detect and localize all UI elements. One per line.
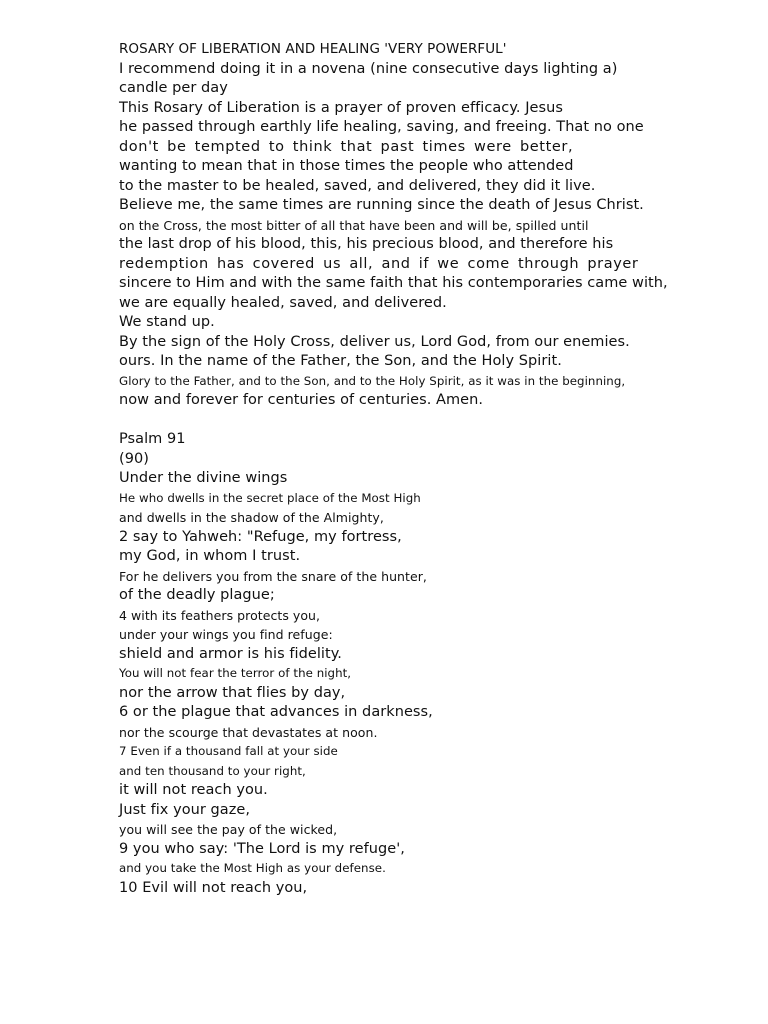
document-text — [119, 40, 719, 898]
psalm-line: 10 Evil will not reach you, — [119, 879, 308, 896]
text-line: the last drop of his blood, this, his precious blood, and therefore his — [119, 236, 614, 252]
psalm-line: You will not fear the terror of the night, — [119, 666, 352, 680]
psalm-line: 4 with its feathers protects you, — [119, 607, 321, 623]
psalm-line: 6 or the plague that advances in darkness, — [119, 704, 433, 720]
text-line: on the Cross, the most bitter of all that have been and will be, spilled until — [119, 217, 589, 233]
text-line: This Rosary of Liberation is a prayer of proven efficacy. Jesus — [119, 99, 563, 116]
text-line: now and forever for centuries of centuries. Amen. — [119, 392, 484, 408]
text-line: By the sign of the Holy Cross, deliver us, Lord God, from our enemies. — [119, 333, 630, 350]
text-line: Glory to the Father, and to the Son, and to the Holy Spirit, as it was in the beginning, — [119, 373, 626, 388]
psalm-title: Psalm 91 — [119, 431, 186, 447]
psalm-line: under your wings you find refuge: — [119, 627, 333, 642]
text-line: candle per day — [119, 80, 228, 96]
psalm-line: and you take the Most High as your defense. — [119, 861, 386, 875]
text-line: Believe me, the same times are running since the death of Jesus Christ. — [119, 197, 644, 213]
psalm-line: and dwells in the shadow of the Almighty, — [119, 510, 384, 525]
psalm-line: 7 Even if a thousand fall at your side — [119, 744, 338, 758]
psalm-line: of the deadly plague; — [119, 587, 275, 603]
document-title: ROSARY OF LIBERATION AND HEALING 'VERY POWERFUL' — [119, 41, 507, 57]
text-line: I recommend doing it in a novena (nine consecutive days lighting a) — [119, 60, 618, 77]
psalm-line: it will not reach you. — [119, 782, 268, 798]
psalm-line: nor the arrow that flies by day, — [119, 684, 346, 701]
paragraph-gap — [119, 411, 719, 431]
text-line: We stand up. — [119, 314, 215, 330]
psalm-line: and ten thousand to your right, — [119, 763, 306, 778]
psalm-number: (90) — [119, 450, 149, 467]
text-line: ours. In the name of the Father, the Son, and the Holy Spirit. — [119, 353, 562, 369]
psalm-line: He who dwells in the secret place of the Most High — [119, 490, 421, 505]
psalm-line: nor the scourge that devastates at noon. — [119, 724, 378, 740]
psalm-line: 9 you who say: 'The Lord is my refuge', — [119, 840, 405, 857]
text-line: don't be tempted to think that past times were better, — [119, 138, 574, 155]
text-line: he passed through earthly life healing, saving, and freeing. That no one — [119, 119, 644, 135]
psalm-subtitle: Under the divine wings — [119, 470, 288, 486]
psalm-line: you will see the pay of the wicked, — [119, 822, 338, 837]
text-line: we are equally healed, saved, and delivered. — [119, 294, 447, 311]
text-line: to the master to be healed, saved, and delivered, they did it live. — [119, 177, 596, 194]
text-line: redemption has covered us all, and if we come through prayer — [119, 255, 639, 272]
psalm-line: Just fix your gaze, — [119, 801, 251, 818]
text-line: wanting to mean that in those times the people who attended — [119, 158, 574, 174]
text-line: sincere to Him and with the same faith that his contemporaries came with, — [119, 275, 668, 291]
psalm-line: shield and armor is his fidelity. — [119, 645, 342, 662]
psalm-line: For he delivers you from the snare of the hunter, — [119, 568, 427, 584]
psalm-line: 2 say to Yahweh: "Refuge, my fortress, — [119, 528, 402, 545]
psalm-line: my God, in whom I trust. — [119, 548, 301, 564]
